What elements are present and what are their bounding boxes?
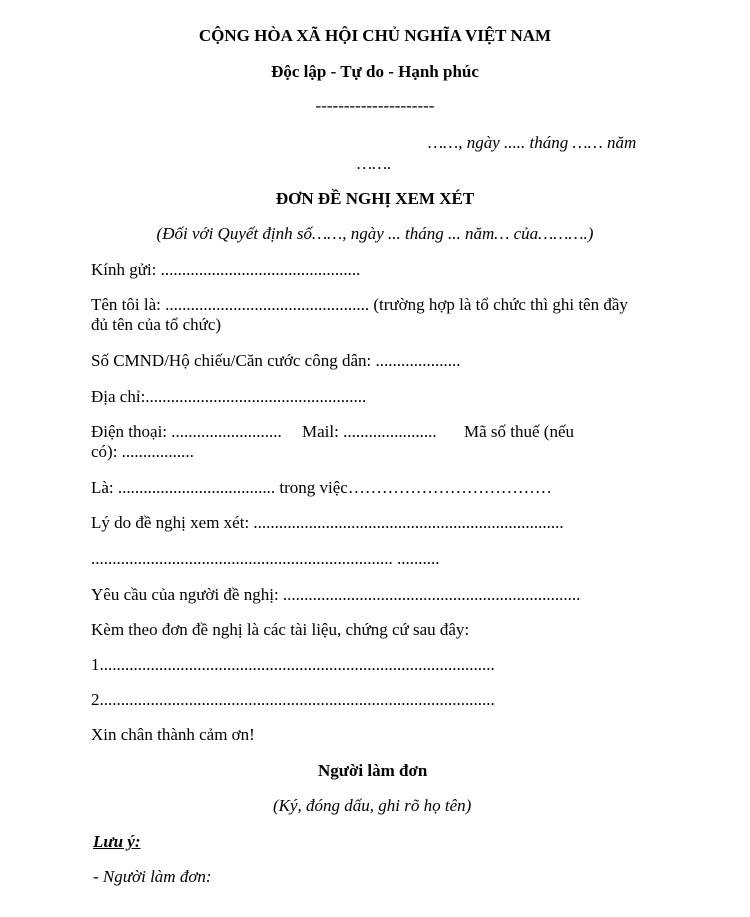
applicant-name-note: đủ tên của tổ chức) xyxy=(91,315,222,334)
thanks-text: Xin chân thành cảm ơn! xyxy=(91,725,255,744)
attachment-item-1: 1............................................................................................. xyxy=(91,655,495,674)
tax-code-field-continued: có): ................. xyxy=(91,442,194,461)
reason-field: Lý do đề nghị xem xét: ......................................................................... xyxy=(91,513,564,532)
document-title: ĐƠN ĐỀ NGHỊ XEM XÉT xyxy=(275,189,475,208)
request-field: Yêu cầu của người đề nghị: ...................................................................... xyxy=(91,585,581,604)
role-field: Là: ..................................... trong việc……………………………… xyxy=(91,478,552,497)
signature-instruction: (Ký, đóng dấu, ghi rõ họ tên) xyxy=(273,796,472,815)
nation-heading: CỘNG HÒA XÃ HỘI CHỦ NGHĨA VIỆT NAM xyxy=(198,26,552,45)
attachment-item-2: 2............................................................................................. xyxy=(91,690,495,709)
address-field: Địa chỉ:.................................................... xyxy=(91,387,367,406)
phone-field: Điện thoại: .......................... xyxy=(91,422,282,441)
mail-field: Mail: ...................... xyxy=(302,422,437,441)
document-subtitle: (Đối với Quyết định số……, ngày ... tháng ... năm… của……….) xyxy=(156,224,594,243)
recipient-field: Kính gửi: ............................................... xyxy=(91,260,361,279)
date-line-continued: ……. xyxy=(357,154,392,173)
date-line: ……, ngày ..... tháng …… năm xyxy=(428,133,637,152)
attachments-intro: Kèm theo đơn đề nghị là các tài liệu, chứng cứ sau đây: xyxy=(91,620,470,639)
applicant-name-field: Tên tôi là: ................................................ (trường hợp là tổ chức thì ghi tên đầy xyxy=(91,295,628,314)
motto: Độc lập - Tự do - Hạnh phúc xyxy=(271,62,479,81)
notes-item: - Người làm đơn: xyxy=(93,867,212,886)
signature-label: Người làm đơn xyxy=(318,761,428,780)
id-number-field: Số CMND/Hộ chiếu/Căn cước công dân: .................... xyxy=(91,351,461,370)
notes-heading: Lưu ý: xyxy=(93,832,141,851)
header-divider: --------------------- xyxy=(315,96,435,115)
tax-code-field: Mã số thuế (nếu xyxy=(464,422,575,441)
reason-field-continued: ....................................................................... .......... xyxy=(91,549,440,568)
